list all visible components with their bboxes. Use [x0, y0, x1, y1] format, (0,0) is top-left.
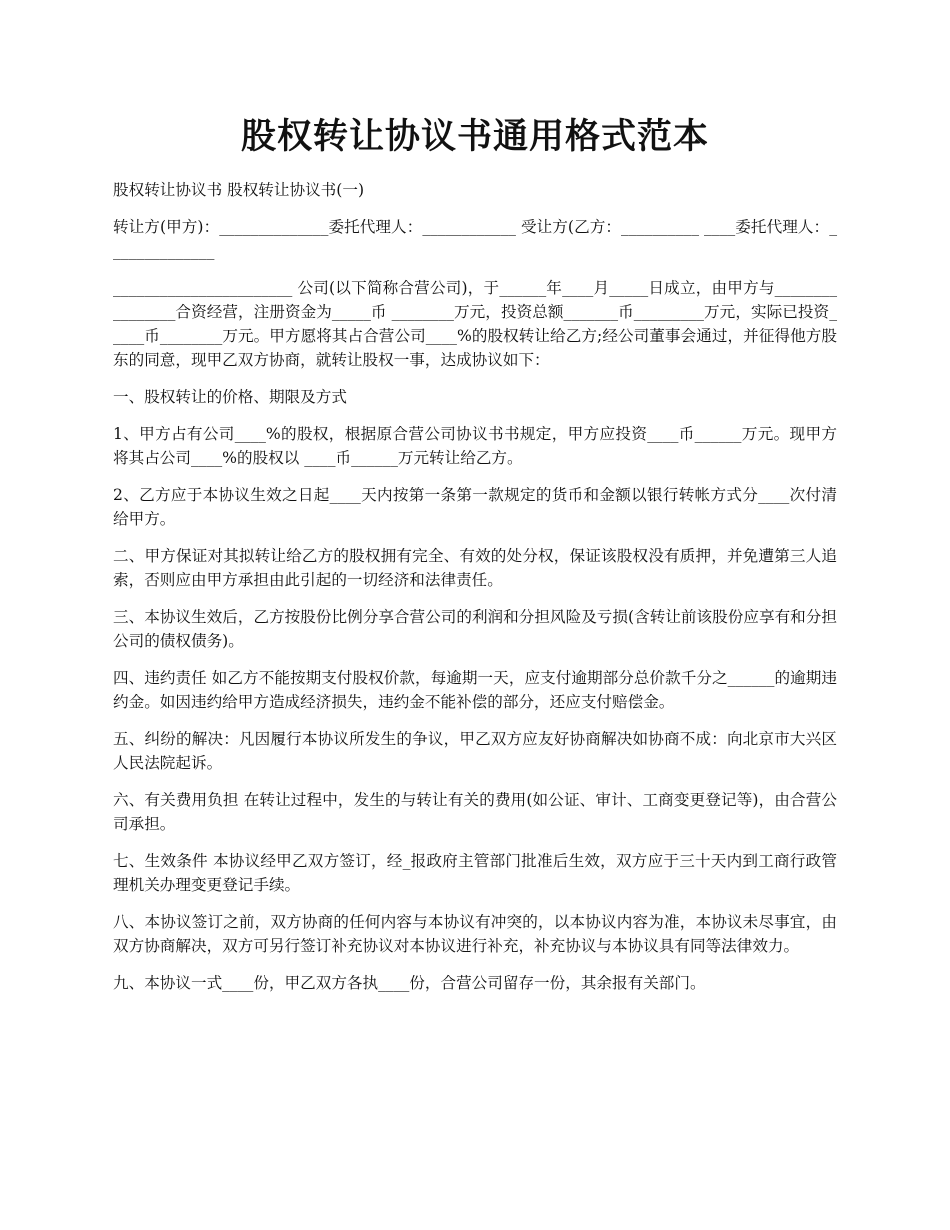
clause-1-2: 2、乙方应于本协议生效之日起____天内按第一条第一款规定的货币和金额以银行转帐方式分____次付清给甲方。 [113, 486, 837, 528]
intro-paragraph: _______________________ 公司(以下简称合营公司)，于______年____月_____日成立，由甲方与________________合资经营，注册资金为_____币 ________万元，投资总额_______币_________万元，实际已投资_____币________万元。甲方愿将其占合营公司____%的股权转让给乙方;经公司董事会通过，并征得他方股东的同意，现甲乙双方协商，就转让股权一事，达成协议如下： [113, 279, 837, 369]
clause-4: 四、违约责任 如乙方不能按期支付股权价款，每逾期一天，应支付逾期部分总价款千分之______的逾期违约金。如因违约给甲方造成经济损失，违约金不能补偿的部分，还应支付赔偿金。 [113, 669, 837, 711]
section-heading-1: 一、股权转让的价格、期限及方式 [113, 388, 347, 406]
document-body [113, 178, 837, 1008]
clause-5: 五、纠纷的解决：凡因履行本协议所发生的争议，甲乙双方应友好协商解决如协商不成：向北京市大兴区人民法院起诉。 [113, 730, 837, 772]
document-title: 股权转让协议书通用格式范本 [240, 116, 709, 157]
clause-7: 七、生效条件 本协议经甲乙双方签订，经_报政府主管部门批准后生效，双方应于三十天内到工商行政管理机关办理变更登记手续。 [113, 852, 837, 894]
parties-line: 转让方(甲方)：______________委托代理人：____________ 受让方(乙方：__________ ____委托代理人：______________ [113, 218, 837, 260]
clause-2: 二、甲方保证对其拟转让给乙方的股权拥有完全、有效的处分权，保证该股权没有质押，并免遭第三人追索，否则应由甲方承担由此引起的一切经济和法律责任。 [113, 547, 837, 589]
clause-3: 三、本协议生效后，乙方按股份比例分享合营公司的利润和分担风险及亏损(含转让前该股份应享有和分担公司的债权债务)。 [113, 608, 837, 650]
clause-9: 九、本协议一式____份，甲乙双方各执____份，合营公司留存一份，其余报有关部门。 [113, 974, 706, 992]
clause-1-1: 1、甲方占有公司____%的股权，根据原合营公司协议书书规定，甲方应投资____币______万元。现甲方将其占公司____%的股权以 ____币______万元转让给乙方。 [113, 425, 837, 467]
clause-8: 八、本协议签订之前，双方协商的任何内容与本协议有冲突的，以本协议内容为准，本协议未尽事宜，由双方协商解决，双方可另行签订补充协议对本协议进行补充，补充协议与本协议具有同等法律效力。 [113, 913, 837, 955]
doc-subtitle: 股权转让协议书 股权转让协议书(一) [113, 181, 365, 199]
clause-6: 六、有关费用负担 在转让过程中，发生的与转让有关的费用(如公证、审计、工商变更登记等)，由合营公司承担。 [113, 791, 837, 833]
